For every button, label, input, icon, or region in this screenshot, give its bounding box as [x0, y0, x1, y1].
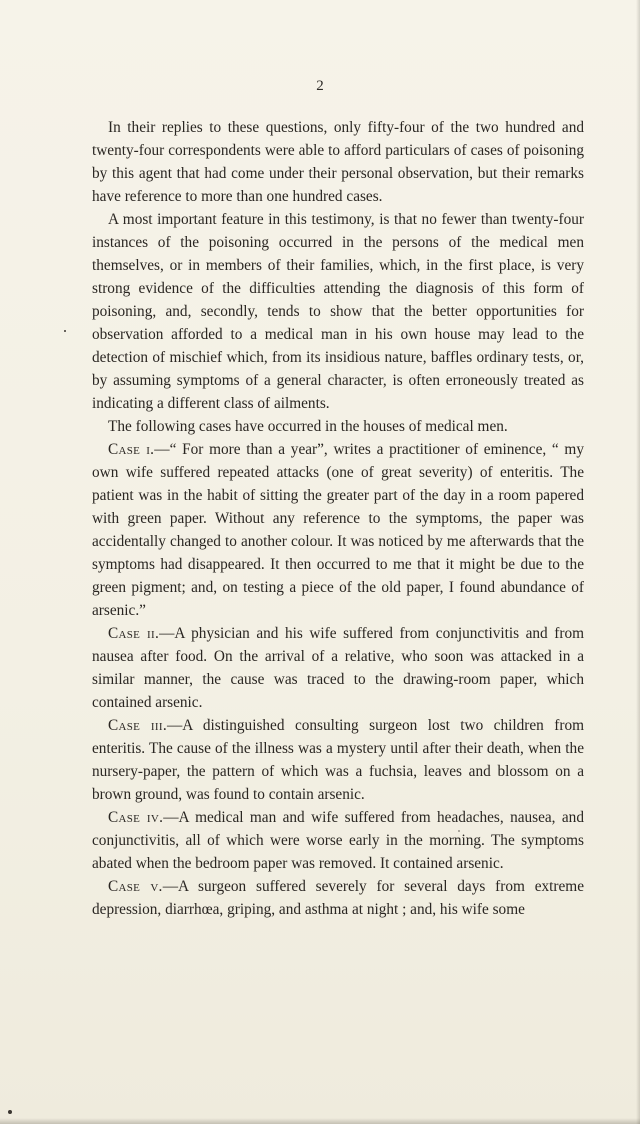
paragraph-case-5 — [92, 875, 584, 921]
paragraph-text: —“ For more than a year”, writes a practitioner of eminence, “ my own wife suffered repeated attacks (one of great severity) of enteritis. The patient was in the habit of sitting the greater part of the day in a room papered with green paper. Without any reference to the symptoms, the paper was accidentally changed to another colour. It was noticed by me afterwards that the symptoms had disappeared. It then occurred to me that it might be due to the green pigment; and, on testing a piece of the old paper, I found abundance of arsenic.” — [92, 441, 584, 619]
case-label: Case iv. — [108, 809, 164, 826]
page-right-edge — [636, 0, 640, 1124]
case-label: Case v. — [108, 878, 163, 895]
body-text — [92, 116, 584, 921]
paragraph-case-4 — [92, 806, 584, 875]
paper-speck — [458, 830, 460, 832]
paper-speck — [8, 1110, 12, 1114]
paragraph-text: In their replies to these questions, only fifty-four of the two hundred and twenty-four correspondents were able to afford particulars of cases of poisoning by this agent that had come under their personal observation, but their remarks have reference to more than one hundred cases. — [92, 119, 584, 205]
page-bottom-edge — [0, 1118, 640, 1124]
paragraph-case-3 — [92, 714, 584, 806]
paper-speck — [64, 330, 66, 332]
paragraph-text: —A physician and his wife suffered from conjunctivitis and from nausea after food. On the arrival of a relative, who soon was attacked in a similar manner, the cause was traced to the drawing-room paper, which contained arsenic. — [92, 625, 585, 711]
case-label: Case i. — [108, 441, 155, 458]
paragraph-text: A most important feature in this testimony, is that no fewer than twenty-four instances of the poisoning occurred in the persons of the medical men themselves, or in members of their families, which, in the first place, is very strong evidence of the difficulties attending the diagnosis of this form of poisoning, and, secondly, tends to show that the better opportunities for observation afforded to a medical man in his own house may lead to the detection of mischief which, from its insidious nature, baffles ordinary tests, or, by assuming symptoms of a general character, is often erroneously treated as indicating a different class of ailments. — [92, 211, 584, 412]
paragraph-text: —A distinguished consulting surgeon lost two children from enteritis. The cause of the illness was a mystery until after their death, when the nursery-paper, the pattern of which was a fuchsia, leaves and blossom on a brown ground, was found to contain arsenic. — [92, 717, 584, 803]
paragraph-testimony — [92, 208, 584, 415]
paragraph-text: —A medical man and wife suffered from headaches, nausea, and conjunctivitis, all of which were worse early in the morning. The symptoms abated when the bedroom paper was removed. It contained arsenic. — [92, 809, 584, 872]
paragraph-case-1 — [92, 438, 584, 622]
paragraph-case-2 — [92, 622, 584, 714]
paragraph-text: —A surgeon suffered severely for several days from extreme depression, diarrhœa, griping, and asthma at night ; and, his wife some — [92, 878, 584, 918]
case-label: Case iii. — [108, 717, 167, 734]
paragraph-replies — [92, 116, 584, 208]
case-label: Case ii. — [108, 625, 160, 642]
page-number: 2 — [316, 78, 324, 94]
paragraph-following-cases — [92, 415, 584, 438]
paragraph-text: The following cases have occurred in the houses of medical men. — [108, 418, 508, 435]
